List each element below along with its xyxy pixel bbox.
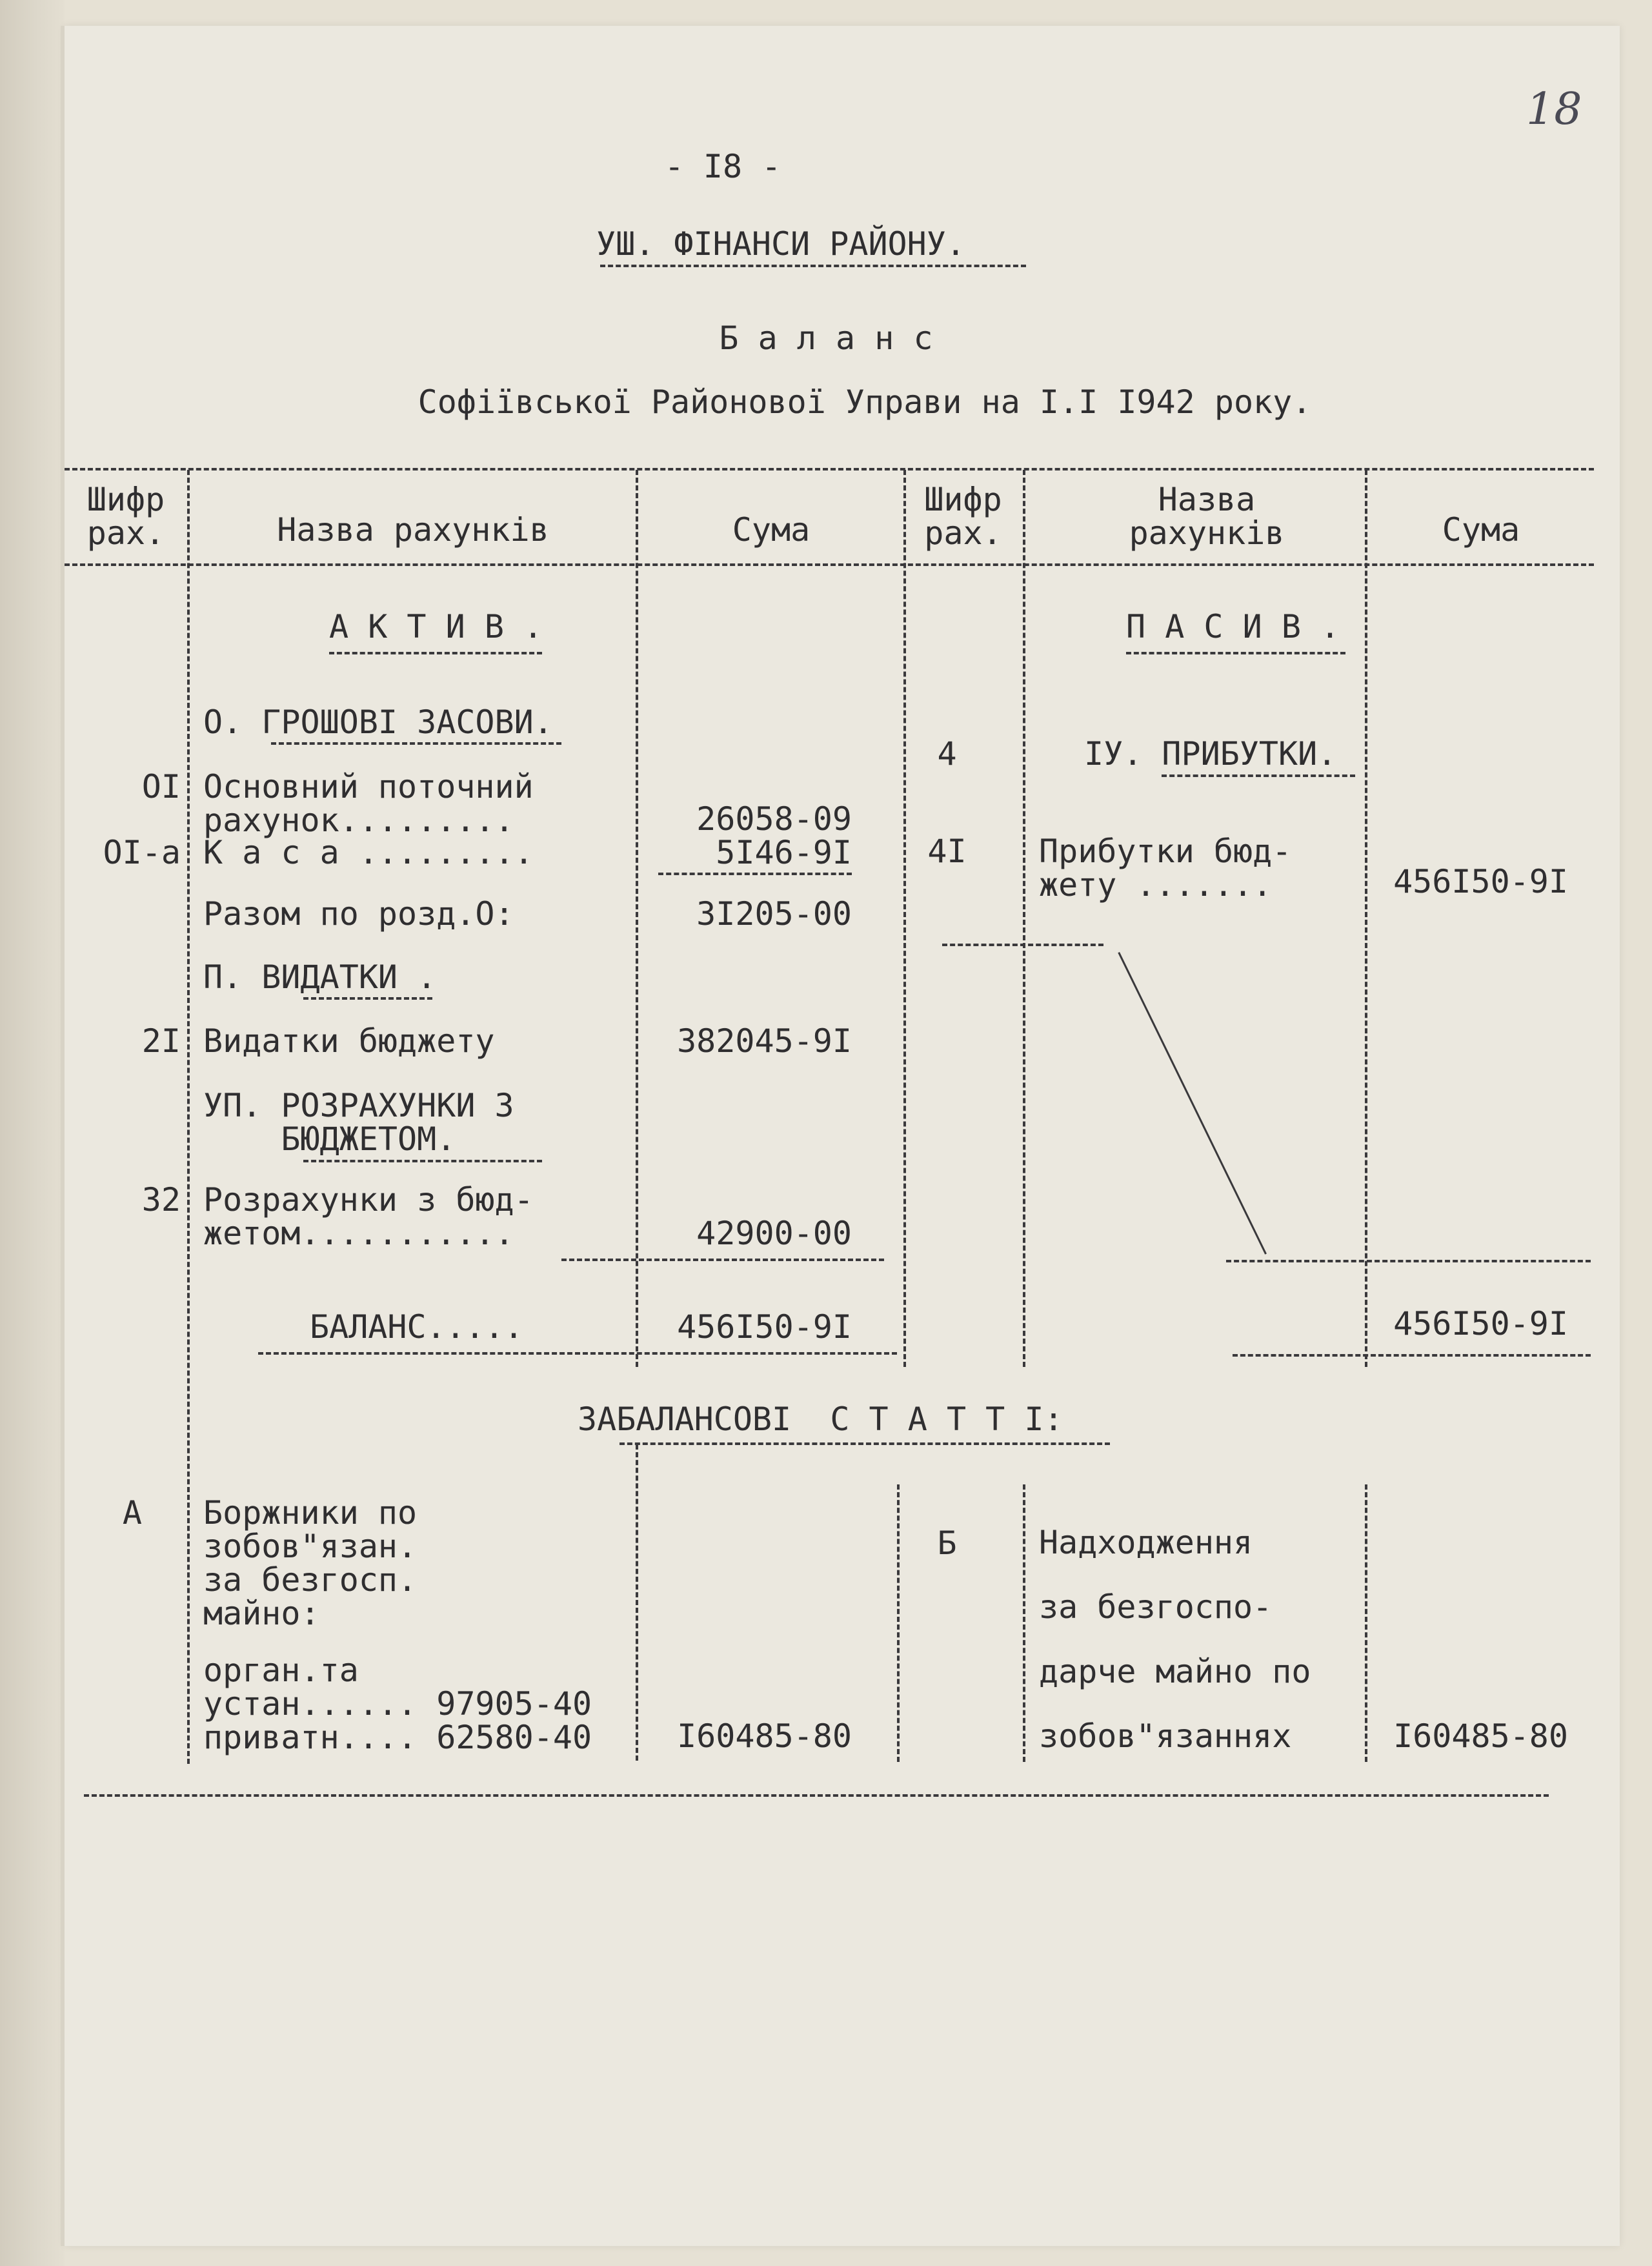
handwritten-page-number: 18 xyxy=(1526,84,1582,135)
doc-subtitle: Софіївської Районової Управи на I.I I942 року. xyxy=(418,383,1312,421)
section-title-underline xyxy=(600,265,1026,267)
section-title: УШ. ФІНАНСИ РАЙОНУ. xyxy=(596,225,965,263)
aktiv-title-underline xyxy=(329,652,542,654)
off-balance-rule xyxy=(620,1442,1110,1445)
pasiv-total-rule xyxy=(1226,1260,1591,1262)
header-code-2: Шифр рах. xyxy=(924,481,1002,552)
pasiv-title: П А С И В . xyxy=(1126,608,1340,645)
header-name-2: Назва рахунків xyxy=(1129,481,1285,552)
aktiv-balance-label: БАЛАНС..... xyxy=(310,1308,524,1346)
aktiv-section-2-title: П. ВИДАТКИ . xyxy=(203,958,437,996)
header-name: Назва рахунків xyxy=(277,511,549,549)
aktiv-row-4-code: 32 xyxy=(141,1181,181,1219)
pasiv-end-rule xyxy=(942,944,1103,946)
off-a-code: А xyxy=(122,1494,142,1532)
aktiv-section-0-underline xyxy=(271,742,561,745)
header-sum: Сума xyxy=(732,511,811,549)
column-rule-4 xyxy=(1023,470,1025,1367)
aktiv-total-rule xyxy=(561,1259,884,1261)
aktiv-row-3-name: Видатки бюджету xyxy=(203,1022,495,1060)
aktiv-section-2-underline xyxy=(303,997,432,1000)
off-balance-title: ЗАБАЛАНСОВІ С Т А Т Т І: xyxy=(578,1401,1063,1438)
aktiv-row-1-name: Основний поточний рахунок......... xyxy=(203,768,534,839)
aktiv-row-2-name: К а с а ......... xyxy=(203,834,534,871)
pasiv-section-4-code: 4 xyxy=(937,735,957,773)
aktiv-subtotal-label: Разом по розд.О: xyxy=(203,895,514,933)
off-a-name: Боржники по зобов"язан. за безгосп. майно: xyxy=(203,1494,418,1632)
page-number: - I8 - xyxy=(664,148,781,185)
aktiv-title: А К Т И В . xyxy=(329,608,543,645)
aktiv-row-2-code: OI-а xyxy=(103,834,181,871)
pasiv-section-4-title: IУ. ПРИБУТКИ. xyxy=(1084,735,1337,773)
aktiv-row-4-name: Розрахунки з бюд- жетом........... xyxy=(203,1181,534,1252)
pasiv-balance-sum: 456I50-9I xyxy=(1393,1305,1568,1342)
off-b-sum: I60485-80 xyxy=(1393,1717,1568,1755)
off-a-breakdown: орган.та устан...... 97905-40 приватн.... 62580-40 xyxy=(203,1652,592,1756)
pasiv-title-underline xyxy=(1126,652,1345,654)
aktiv-balance-sum: 456I50-9I xyxy=(677,1308,852,1346)
page-edge xyxy=(0,0,65,2266)
off-column-rule-4 xyxy=(1023,1484,1025,1762)
aktiv-section-7-underline xyxy=(303,1160,542,1162)
aktiv-row-2-sum: 5I46-9I xyxy=(716,834,852,871)
column-rule-5 xyxy=(1365,470,1367,1367)
off-b-name: Надходження за безгоспо- дарче майно по зобов"язаннях xyxy=(1039,1524,1311,1755)
pasiv-row-1-sum: 456I50-9I xyxy=(1393,863,1568,900)
off-column-rule-5 xyxy=(1365,1484,1367,1762)
column-rule-1 xyxy=(187,470,190,1764)
aktiv-subtotal-rule xyxy=(658,873,852,875)
off-b-code: Б xyxy=(937,1524,957,1562)
table-bottom-rule xyxy=(84,1794,1549,1797)
header-sum-2: Сума xyxy=(1442,511,1520,549)
column-rule-3 xyxy=(903,470,906,1367)
aktiv-row-1-sum: 26058-09 xyxy=(696,800,852,838)
aktiv-row-4-sum: 42900-00 xyxy=(696,1215,852,1252)
pasiv-row-1-code: 4I xyxy=(927,833,967,870)
header-code: Шифр рах. xyxy=(86,481,165,552)
doc-title: Б а л а н с xyxy=(719,319,933,357)
aktiv-subtotal-sum: 3I205-00 xyxy=(696,895,852,933)
aktiv-row-3-sum: 382045-9I xyxy=(677,1022,852,1060)
off-column-rule-3 xyxy=(897,1484,900,1762)
pasiv-row-1-name: Прибутки бюд- жету ....... xyxy=(1039,833,1292,904)
off-column-rule-2 xyxy=(636,1444,638,1761)
aktiv-section-0-title: О. ГРОШОВІ ЗАСОВИ. xyxy=(203,703,553,741)
aktiv-row-3-code: 2I xyxy=(141,1022,181,1060)
off-a-sum: I60485-80 xyxy=(677,1717,852,1755)
pasiv-section-4-underline xyxy=(1162,774,1355,777)
aktiv-row-1-code: OI xyxy=(141,768,181,805)
aktiv-section-7-title: УП. РОЗРАХУНКИ З БЮДЖЕТОМ. xyxy=(203,1087,514,1158)
pasiv-balance-rule xyxy=(1233,1354,1591,1357)
column-rule-2 xyxy=(636,470,638,1367)
aktiv-balance-rule xyxy=(258,1352,897,1355)
